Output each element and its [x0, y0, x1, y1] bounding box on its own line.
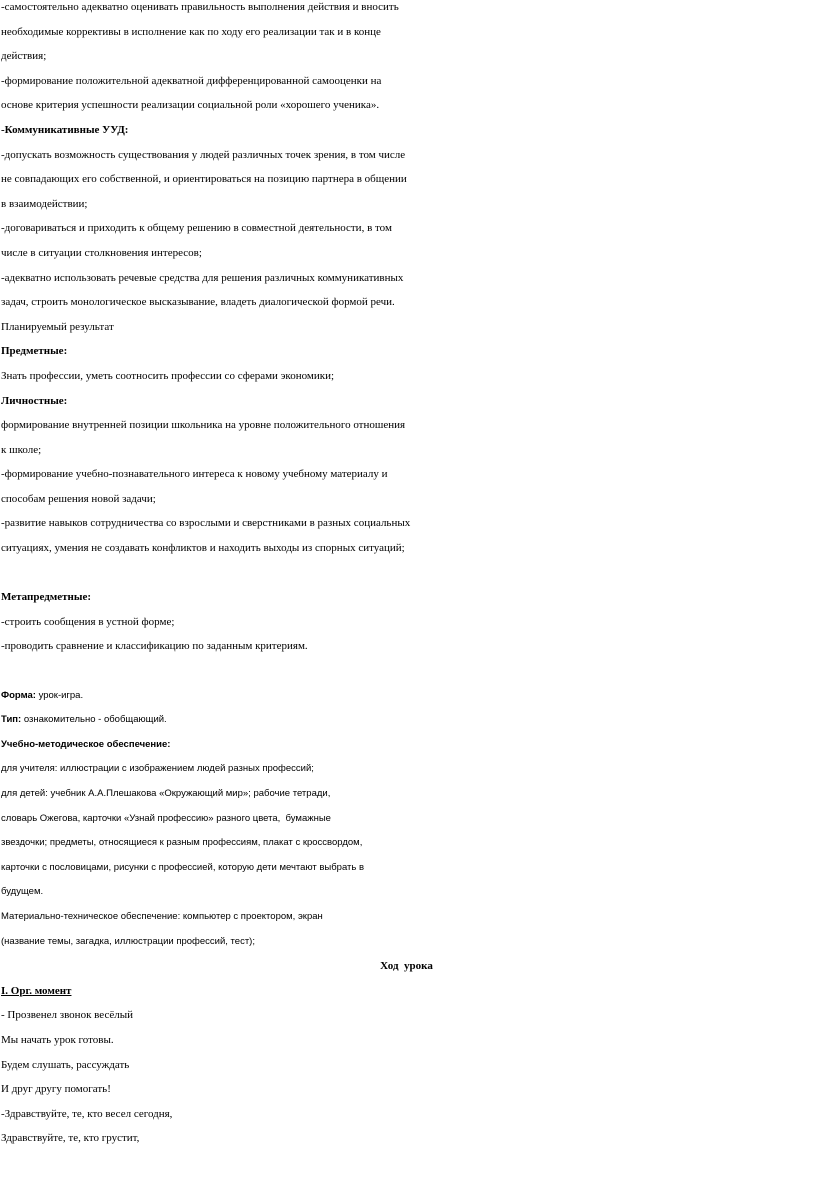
- text-line: не совпадающих его собственной, и ориентироваться на позицию партнера в общении: [1, 173, 407, 186]
- text-line: для детей: учебник А.А.Плешакова «Окружающий мир»; рабочие тетради,: [1, 788, 331, 799]
- metasubject-heading: Метапредметные:: [1, 591, 92, 604]
- text-line: числе в ситуации столкновения интересов;: [1, 246, 202, 259]
- text-line: -проводить сравнение и классификацию по заданным критериям.: [1, 640, 308, 653]
- text-line: -договариваться и приходить к общему решению в совместной деятельности, в том: [1, 222, 392, 235]
- type-label: Тип:: [1, 714, 22, 726]
- text-line: Знать профессии, уметь соотносить профессии со сферами экономики;: [1, 369, 335, 382]
- text-line: действия;: [1, 50, 47, 63]
- materials-heading: Учебно-методическое обеспечение:: [1, 738, 171, 750]
- form-value: урок-игра.: [35, 689, 84, 701]
- text-line: ситуациях, умения не создавать конфликтов и находить выходы из спорных ситуаций;: [1, 542, 405, 555]
- planned-result-label: Планируемый результат: [1, 320, 114, 333]
- poem-line: - Прозвенел звонок весёлый: [1, 1009, 133, 1022]
- blank-line: [1, 659, 812, 684]
- text-line: словарь Ожегова, карточки «Узнай профессию» разного цвета, бумажные: [1, 812, 331, 824]
- text-line: для учителя: иллюстрации с изображением людей разных профессий;: [1, 763, 314, 775]
- text-line: (название темы, загадка, иллюстрации профессий, тест);: [1, 935, 255, 947]
- form-line: [1, 684, 812, 709]
- text-line: к школе;: [1, 443, 42, 456]
- poem-line: Будем слушать, рассуждать: [1, 1058, 130, 1071]
- text-line: будущем.: [1, 886, 44, 898]
- form-label: Форма:: [1, 689, 36, 701]
- text-line: формирование внутренней позиции школьника на уровне положительного отношения: [1, 419, 406, 432]
- text-line: -формирование положительной адекватной дифференцированной самооценки на: [1, 74, 382, 87]
- text-line: необходимые коррективы в исполнение как по ходу его реализации так и в конце: [1, 25, 381, 38]
- text-line: звездочки; предметы, относящиеся к разным профессиям, плакат с кроссвордом,: [1, 837, 363, 849]
- text-line: -развитие навыков сотрудничества со взрослыми и сверстниками в разных социальных: [1, 517, 411, 530]
- type-line: [1, 708, 812, 733]
- text-line: -адекватно использовать речевые средства для решения различных коммуникативных: [1, 271, 404, 284]
- text-line: Материально-техническое обеспечение: компьютер с проектором, экран: [1, 910, 323, 922]
- text-line: -самостоятельно адекватно оценивать правильность выполнения действия и вносить: [1, 1, 399, 13]
- communicative-heading: -Коммуникативные УУД:: [1, 123, 129, 136]
- org-moment-heading: I. Орг. момент: [1, 984, 72, 997]
- lesson-flow-heading: Ход урока: [380, 960, 433, 973]
- text-line: основе критерия успешности реализации социальной роли «хорошего ученика».: [1, 99, 380, 112]
- poem-line: И друг другу помогать!: [1, 1083, 111, 1096]
- blank-line: [1, 561, 812, 586]
- personal-heading: Личностные:: [1, 394, 68, 407]
- text-line: карточки с пословицами, рисунки с профессией, которую дети мечтают выбрать в: [1, 861, 365, 873]
- poem-line: -Здравствуйте, те, кто весел сегодня,: [1, 1107, 173, 1120]
- subject-heading: Предметные:: [1, 345, 68, 358]
- type-value: ознакомительно - обобщающий.: [21, 714, 167, 726]
- text-line: -формирование учебно-познавательного интереса к новому учебному материалу и: [1, 468, 388, 481]
- poem-line: Здравствуйте, те, кто грустит,: [1, 1132, 140, 1145]
- document-body: [1, 0, 812, 1151]
- text-line: в взаимодействии;: [1, 197, 88, 210]
- text-line: способам решения новой задачи;: [1, 492, 156, 505]
- text-line: задач, строить монологическое высказывание, владеть диалогической формой речи.: [1, 296, 395, 309]
- text-line: -строить сообщения в устной форме;: [1, 615, 175, 628]
- poem-line: Мы начать урок готовы.: [1, 1033, 114, 1046]
- text-line: -допускать возможность существования у людей различных точек зрения, в том числе: [1, 148, 406, 161]
